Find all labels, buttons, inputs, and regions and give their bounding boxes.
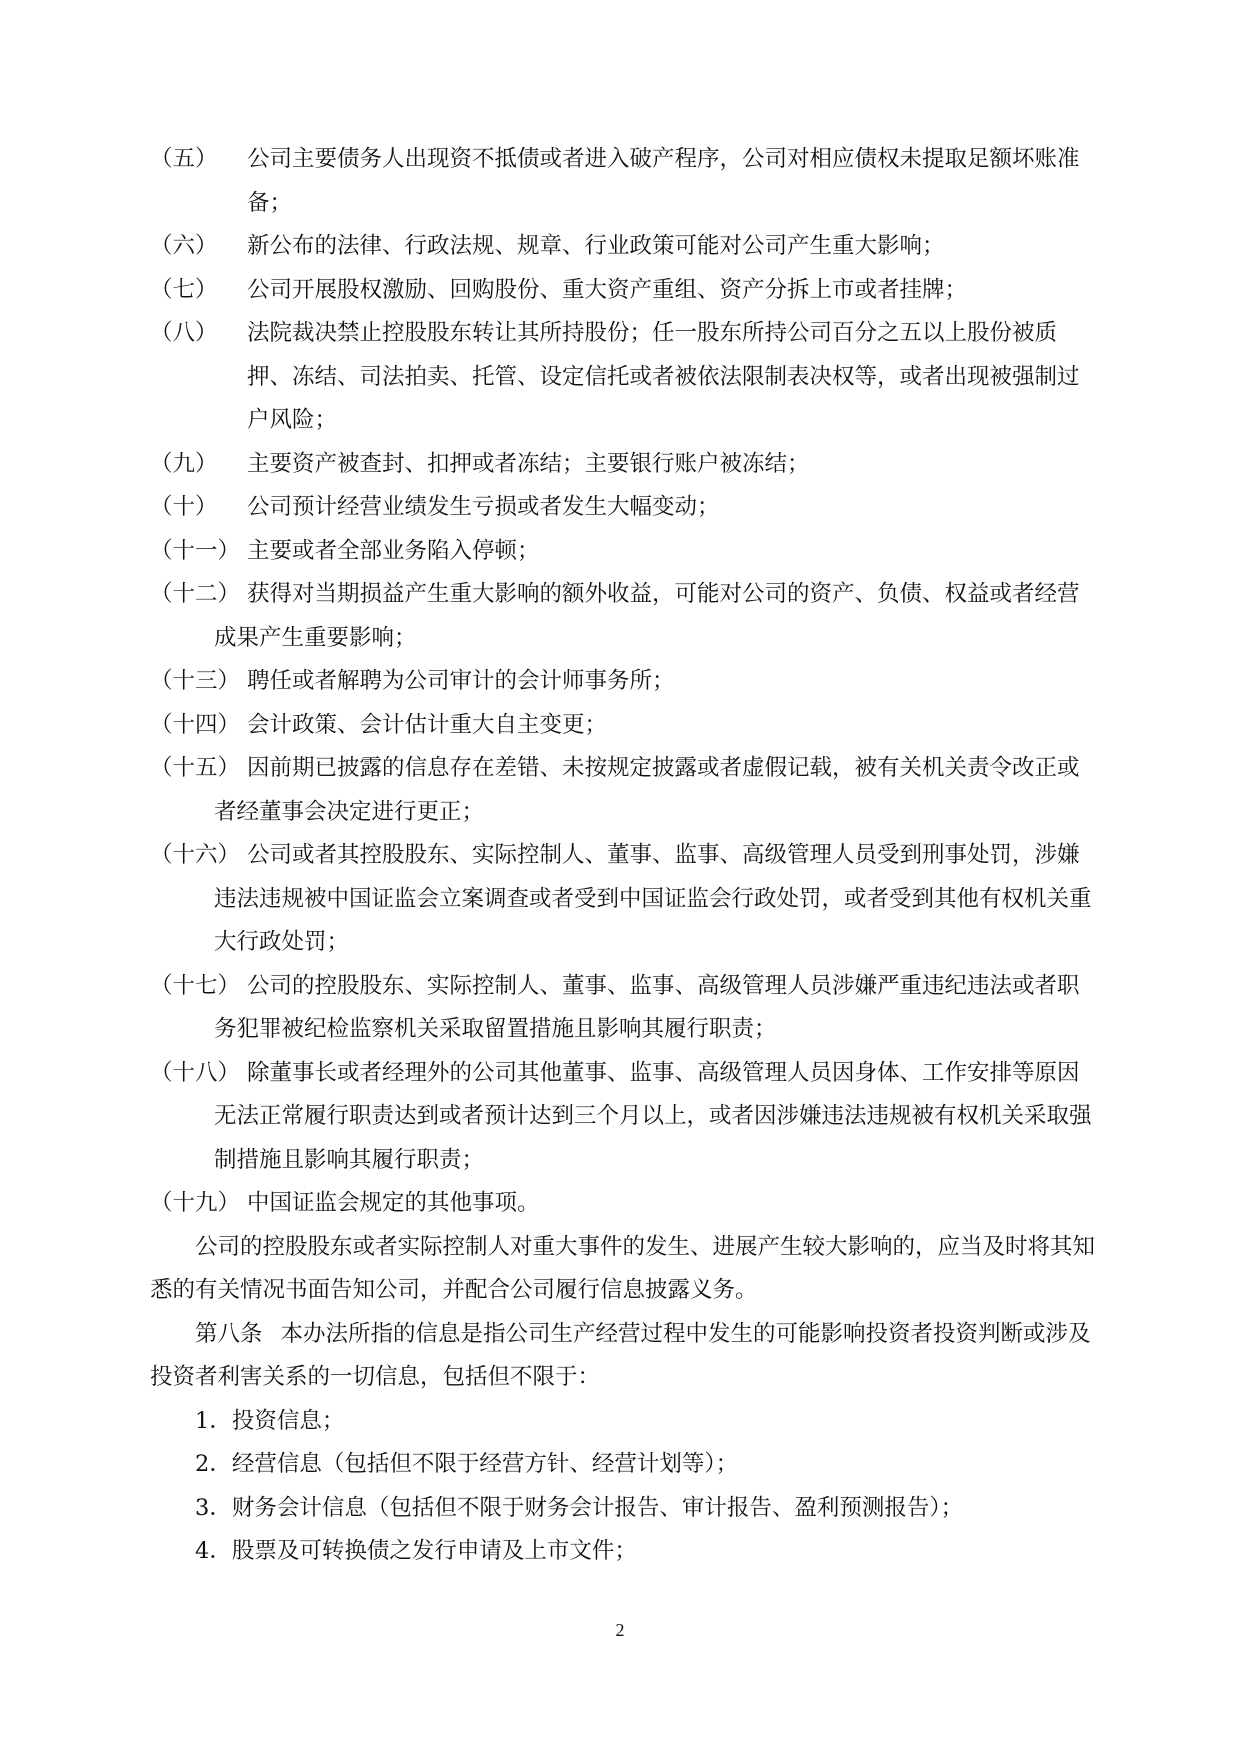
item-number: （十八） — [150, 1059, 241, 1086]
list-item — [150, 1052, 1095, 1183]
sub-item: 4．股票及可转换债之发行申请及上市文件； — [195, 1538, 637, 1564]
item-text: 因前期已披露的信息存在差错、未按规定披露或者虚假记载，被有关机关责令改正或者经董事会决定进行更正； — [214, 755, 1080, 825]
page-content — [150, 138, 1095, 1574]
item-number: （八） — [150, 320, 218, 346]
list-item — [150, 225, 1095, 269]
item-number: （六） — [150, 233, 218, 259]
item-text: 除董事长或者经理外的公司其他董事、监事、高级管理人员因身体、工作安排等原因无法正常履行职责达到或者预计达到三个月以上，或者因涉嫌违法违规被有权机关采取强制措施且影响其履行职责； — [214, 1059, 1092, 1173]
article-paragraph — [150, 1313, 1095, 1400]
item-text: 新公布的法律、行政法规、规章、行业政策可能对公司产生重大影响； — [247, 233, 945, 259]
article-title: 第八条 — [195, 1320, 263, 1347]
item-number: （十一） — [150, 537, 241, 564]
list-item — [150, 443, 1095, 487]
item-text: 公司的控股股东、实际控制人、董事、监事、高级管理人员涉嫌严重违纪违法或者职务犯罪被纪检监察机关采取留置措施且影响其履行职责； — [214, 972, 1080, 1042]
item-text: 公司预计经营业绩发生亏损或者发生大幅变动； — [247, 494, 720, 520]
item-number: （五） — [150, 146, 218, 172]
list-item — [150, 269, 1095, 313]
list-item — [150, 530, 1095, 574]
item-text: 公司或者其控股股东、实际控制人、董事、监事、高级管理人员受到刑事处罚，涉嫌违法违规被中国证监会立案调查或者受到中国证监会行政处罚，或者受到其他有权机关重大行政处罚； — [214, 842, 1092, 955]
list-item — [150, 747, 1095, 834]
item-number: （十六） — [150, 842, 241, 868]
item-number: （十二） — [150, 581, 241, 607]
list-item — [150, 573, 1095, 660]
item-number: （十九） — [150, 1190, 241, 1216]
list-item — [150, 834, 1095, 965]
sub-item: 2．经营信息（包括但不限于经营方针、经营计划等）； — [195, 1451, 739, 1477]
item-text: 中国证监会规定的其他事项。 — [247, 1190, 540, 1216]
list-item — [150, 312, 1095, 443]
sub-item: 1．投资信息； — [195, 1407, 345, 1434]
item-text: 获得对当期损益产生重大影响的额外收益，可能对公司的资产、负债、权益或者经营成果产生重要影响； — [214, 581, 1080, 651]
list-item — [150, 1182, 1095, 1226]
item-number: （十七） — [150, 972, 241, 999]
item-number: （十） — [150, 494, 218, 520]
item-text: 会计政策、会计估计重大自主变更； — [247, 711, 608, 738]
item-text: 公司主要债务人出现资不抵债或者进入破产程序，公司对相应债权未提取足额坏账准备； — [247, 146, 1080, 216]
item-text: 聘任或者解聘为公司审计的会计师事务所； — [247, 668, 675, 694]
list-item — [150, 704, 1095, 748]
item-number: （十四） — [150, 711, 241, 738]
article-text: 本办法所指的信息是指公司生产经营过程中发生的可能影响投资者投资判断或涉及投资者利害关系的一切信息，包括但不限于： — [150, 1320, 1091, 1390]
list-item — [150, 660, 1095, 704]
item-number: （七） — [150, 276, 218, 303]
item-text: 法院裁决禁止控股股东转让其所持股份；任一股东所持公司百分之五以上股份被质押、冻结、司法拍卖、托管、设定信托或者被依法限制表决权等，或者出现被强制过户风险； — [247, 320, 1080, 433]
item-text: 主要或者全部业务陷入停顿； — [247, 537, 540, 564]
item-number: （十五） — [150, 755, 241, 781]
list-item — [150, 965, 1095, 1052]
item-text: 主要资产被查封、扣押或者冻结；主要银行账户被冻结； — [247, 450, 810, 477]
list-item — [150, 486, 1095, 530]
page-number: 2 — [615, 1620, 625, 1640]
list-item — [150, 138, 1095, 225]
item-number: （十三） — [150, 668, 241, 694]
sub-item: 3．财务会计信息（包括但不限于财务会计报告、审计报告、盈利预测报告）； — [195, 1494, 964, 1521]
item-text: 公司开展股权激励、回购股份、重大资产重组、资产分拆上市或者挂牌； — [247, 276, 968, 303]
item-number: （九） — [150, 450, 218, 477]
body-paragraph: 公司的控股股东或者实际控制人对重大事件的发生、进展产生较大影响的，应当及时将其知悉的有关情况书面告知公司，并配合公司履行信息披露义务。 — [150, 1233, 1096, 1303]
